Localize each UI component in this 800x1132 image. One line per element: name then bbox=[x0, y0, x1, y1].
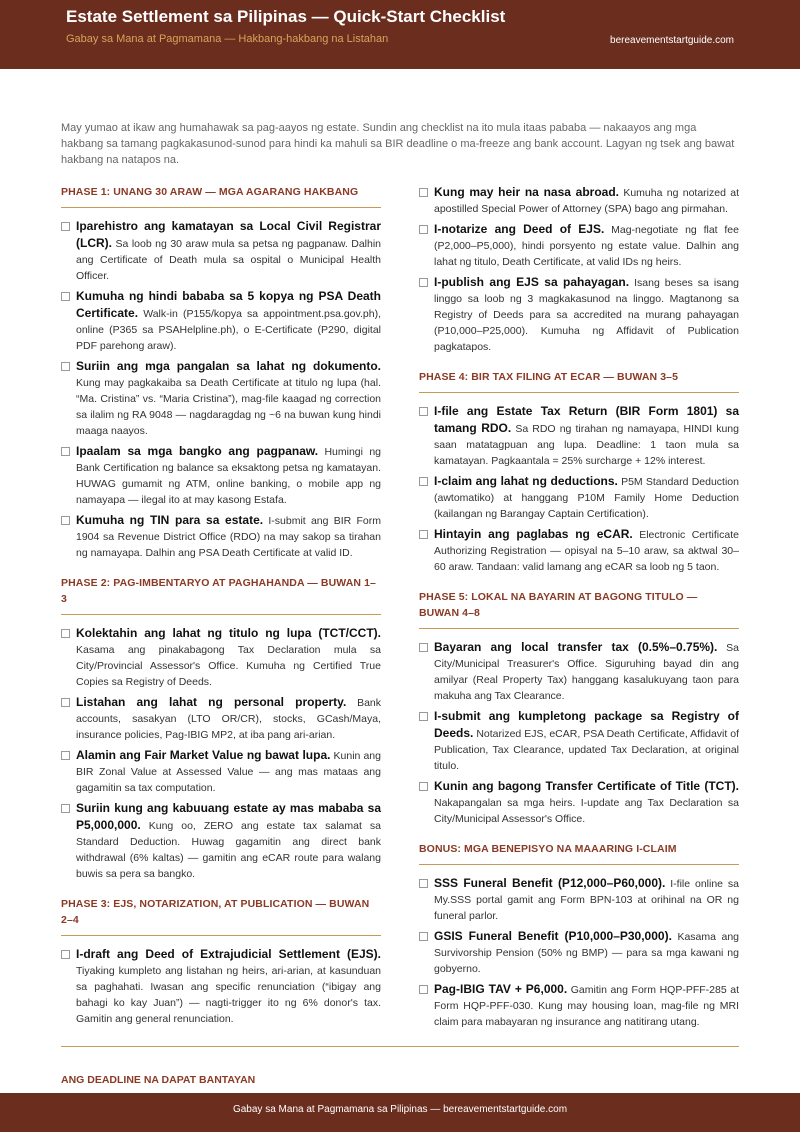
item-title: Pag-IBIG TAV + P6,000. bbox=[434, 982, 568, 996]
item-title: I-file ang Estate Tax Return (BIR Form 1801) sa tamang RDO. bbox=[434, 404, 739, 435]
item-description: Bank accounts, sasakyan (LTO OR/CR), stocks, GCash/Maya, insurance policies, Pag-IBIG MP2, at iba pang ari-arian. bbox=[76, 697, 381, 741]
checkbox[interactable] bbox=[61, 751, 70, 760]
item-description: Isang beses sa isang linggo sa loob ng 3 magkakasunod na linggo. Magtanong sa Registry of Deeds para sa accredited na murang pahayagan (P10,000–P25,000). Kumuha ng Affidavit of Publication pagkatapos. bbox=[434, 277, 740, 353]
phase-heading: PHASE 2: PAG-IMBENTARYO AT PAGHAHANDA — BUWAN 1–3 bbox=[61, 575, 381, 615]
item-title: Kumuha ng hindi bababa sa 5 kopya ng PSA Death Certificate. bbox=[76, 289, 381, 320]
checkbox[interactable] bbox=[61, 447, 70, 456]
checklist-item bbox=[61, 288, 381, 354]
checkbox[interactable] bbox=[419, 985, 428, 994]
item-description: Sa City/Municipal Treasurer's Office. Siguruhing bayad din ang amilyar (Real Property Tax) hanggang kasalukuyang taon para makuha ang Tax Clearance. bbox=[434, 642, 739, 702]
checkbox[interactable] bbox=[61, 362, 70, 371]
phase-heading: PHASE 3: EJS, NOTARIZATION, AT PUBLICATION — BUWAN 2–4 bbox=[61, 896, 381, 936]
item-title: Ipaalam sa mga bangko ang pagpanaw. bbox=[76, 444, 319, 458]
item-title: Alamin ang Fair Market Value ng bawat lupa. bbox=[76, 748, 331, 762]
item-description: Humingi ng Bank Certification ng balance sa eksaktong petsa ng kamatayan. HUWAG gumamit ng ATM, online banking, o mobile app ng namayapa — ilegal ito at may kasong Estafa. bbox=[76, 446, 381, 506]
item-title: Iparehistro ang kamatayan sa Local Civil Registrar (LCR). bbox=[76, 219, 381, 250]
item-description: Tiyaking kumpleto ang listahan ng heirs, ari-arian, at kasunduan sa paghahati. Iwasan ang specific renunciation (“ibigay ang bahagi ko kay Juan”) — nagti-trigger ito ng 6% donor's tax. Gamitin ang general renunciation. bbox=[76, 965, 381, 1025]
item-description: Electronic Certificate Authorizing Registration — opisyal na 5–10 araw, sa aktwal 30–60 araw. Tandaan: valid lamang ang eCAR sa loob ng 5 taon. bbox=[434, 529, 739, 573]
checkbox[interactable] bbox=[419, 225, 428, 234]
checklist-item bbox=[419, 184, 739, 217]
item-title: Suriin ang mga pangalan sa lahat ng dokumento. bbox=[76, 359, 381, 373]
checkbox[interactable] bbox=[61, 698, 70, 707]
phase-heading: BONUS: MGA BENEPISYO NA MAAARING I-CLAIM bbox=[419, 841, 739, 865]
checklist-section bbox=[61, 575, 381, 882]
phase-heading: PHASE 4: BIR TAX FILING AT ECAR — BUWAN 3–5 bbox=[419, 369, 739, 393]
page-title: Estate Settlement sa Pilipinas — Quick-Start Checklist bbox=[66, 7, 506, 26]
checkbox[interactable] bbox=[419, 643, 428, 652]
right-column bbox=[419, 184, 739, 1044]
checklist-item bbox=[419, 526, 739, 575]
checkbox[interactable] bbox=[61, 516, 70, 525]
item-title: I-submit ang kumpletong package sa Registry of Deeds. bbox=[434, 709, 739, 740]
item-title: Kumuha ng TIN para sa estate. bbox=[76, 513, 264, 527]
item-description: Kumuha ng notarized at apostilled Special Power of Attorney (SPA) bago ang pirmahan. bbox=[434, 187, 739, 215]
checklist-item bbox=[61, 443, 381, 508]
item-title: GSIS Funeral Benefit (P10,000–P30,000). bbox=[434, 929, 672, 943]
checklist-item bbox=[419, 639, 739, 704]
item-title: Kolektahin ang lahat ng titulo ng lupa (TCT/CCT). bbox=[76, 626, 381, 640]
checklist-item bbox=[61, 800, 381, 882]
site-url: bereavementstartguide.com bbox=[610, 35, 734, 46]
item-description: Kasama ang pinakabagong Tax Declaration mula sa City/Provincial Assessor's Office. Kumuha ng Certified True Copies sa Registry of Deeds. bbox=[76, 644, 381, 688]
intro-paragraph: May yumao at ikaw ang humahawak sa pag-aayos ng estate. Sundin ang checklist na ito mula itaas pababa — nakaayos ang mga hakbang sa tamang pagkakasunod-sunod para hindi ka mahuli sa BIR deadline o ma-freeze ang bank account. Lagyan ng tsek ang bawat hakbang na natapos na. bbox=[61, 122, 735, 166]
checklist-item bbox=[61, 694, 381, 743]
item-title: SSS Funeral Benefit (P12,000–P60,000). bbox=[434, 876, 666, 890]
checkbox[interactable] bbox=[61, 629, 70, 638]
item-title: Listahan ang lahat ng personal property. bbox=[76, 695, 347, 709]
item-title: Kunin ang bagong Transfer Certificate of Title (TCT). bbox=[434, 779, 739, 793]
phase-heading: PHASE 5: LOKAL NA BAYARIN AT BAGONG TITULO — BUWAN 4–8 bbox=[419, 589, 739, 629]
item-description: Sa RDO ng tirahan ng namayapa, HINDI kung saan matatagpuan ang lupa. Deadline: 1 taon mula sa kamatayan. Pagkaantala = 25% surcharge + 12% interest. bbox=[434, 423, 739, 467]
page-footer bbox=[0, 1093, 800, 1132]
checklist-item bbox=[419, 708, 739, 774]
item-title: I-notarize ang Deed of EJS. bbox=[434, 222, 605, 236]
item-description: Kung may pagkakaiba sa Death Certificate at titulo ng lupa (hal. “Ma. Cristina” vs. “Maria Cristina”), mag-file kaagad ng correction sa ilalim ng RA 9048 — nagdaragdag ng ~6 na buwan kung hindi maaga naayos. bbox=[76, 377, 381, 437]
checklist-section bbox=[419, 841, 739, 1030]
deadline-heading: ANG DEADLINE NA DAPAT BANTAYAN bbox=[61, 1074, 256, 1086]
page-subtitle: Gabay sa Mana at Pagmamana — Hakbang-hakbang na Listahan bbox=[66, 33, 389, 45]
checkbox[interactable] bbox=[61, 804, 70, 813]
checklist-section bbox=[61, 184, 381, 561]
checklist-item bbox=[419, 221, 739, 270]
item-description: Kasama ang Survivorship Pension (50% ng BMP) — para sa mga kawani ng gobyerno. bbox=[434, 931, 739, 975]
item-title: Suriin kung ang kabuuang estate ay mas mababa sa P5,000,000. bbox=[76, 801, 381, 832]
item-description: Mag-negotiate ng flat fee (P2,000–P5,000), hindi porsyento ng estate value. Dalhin ang lahat ng titulo, Death Certificate, at valid IDs ng heirs. bbox=[434, 224, 739, 268]
footer-text: Gabay sa Mana at Pagmamana sa Pilipinas — bereavementstartguide.com bbox=[232, 1104, 568, 1115]
checkbox[interactable] bbox=[419, 932, 428, 941]
checklist-item bbox=[419, 928, 739, 977]
divider bbox=[61, 1046, 739, 1047]
checklist-item bbox=[61, 512, 381, 561]
item-description: Kunin ang BIR Zonal Value at Assessed Value — ang mas mataas ang gagamitin sa tax computation. bbox=[76, 750, 381, 794]
item-description: P5M Standard Deduction (awtomatiko) at hanggang P10M Family Home Deduction (kailangan ng Barangay Captain Certification). bbox=[434, 476, 739, 520]
item-description: Sa loob ng 30 araw mula sa petsa ng pagpanaw. Dalhin ang Certificate of Death mula sa ospital o Municipal Health Officer. bbox=[76, 238, 382, 282]
item-title: Kung may heir na nasa abroad. bbox=[434, 185, 620, 199]
phase-heading: PHASE 1: UNANG 30 ARAW — MGA AGARANG HAKBANG bbox=[61, 184, 381, 208]
checklist-item bbox=[419, 274, 739, 355]
checklist-section bbox=[419, 184, 739, 355]
checklist-item bbox=[419, 403, 739, 469]
checklist-section bbox=[419, 369, 739, 575]
item-description: I-submit ang BIR Form 1904 sa Revenue District Office (RDO) na may sakop sa tirahan ng namayapa. Dalhin ang PSA Death Certificate at valid ID. bbox=[76, 515, 381, 559]
checkbox[interactable] bbox=[419, 188, 428, 197]
checklist-section bbox=[61, 896, 381, 1027]
checkbox[interactable] bbox=[61, 950, 70, 959]
item-description: Walk-in (P155/kopya sa appointment.psa.gov.ph), online (P365 sa PSAHelpline.ph), o E-Certificate (P290, digital PDF parehong araw). bbox=[76, 308, 382, 352]
left-column bbox=[61, 184, 381, 1041]
checkbox[interactable] bbox=[61, 292, 70, 301]
item-description: Gamitin ang Form HQP-PFF-285 at Form HQP-PFF-030. Kung may housing loan, mag-file ng MRI claim para mabayaran ng insurance ang natitirang utang. bbox=[434, 984, 739, 1028]
checkbox[interactable] bbox=[419, 477, 428, 486]
checkbox[interactable] bbox=[419, 782, 428, 791]
checklist-item bbox=[61, 625, 381, 690]
checkbox[interactable] bbox=[419, 407, 428, 416]
checklist-item bbox=[419, 778, 739, 827]
item-title: I-draft ang Deed of Extrajudicial Settlement (EJS). bbox=[76, 947, 381, 961]
checklist-item bbox=[419, 981, 739, 1030]
item-description: Nakapangalan sa mga heirs. I-update ang Tax Declaration sa City/Municipal Assessor's Office. bbox=[434, 797, 739, 825]
checkbox[interactable] bbox=[419, 530, 428, 539]
checklist-item bbox=[419, 875, 739, 924]
checklist-item bbox=[61, 747, 381, 796]
checkbox[interactable] bbox=[419, 278, 428, 287]
item-title: I-publish ang EJS sa pahayagan. bbox=[434, 275, 630, 289]
checklist-item bbox=[61, 946, 381, 1027]
item-title: Bayaran ang local transfer tax (0.5%–0.75%). bbox=[434, 640, 718, 654]
checkbox[interactable] bbox=[419, 879, 428, 888]
item-title: Hintayin ang paglabas ng eCAR. bbox=[434, 527, 633, 541]
item-description: I-file online sa My.SSS portal gamit ang Form BPN-103 at orihinal na OR ng funeral parlor. bbox=[434, 878, 739, 922]
item-description: Notarized EJS, eCAR, PSA Death Certificate, Affidavit of Publication, Tax Clearance, updated Tax Declaration, at original titulo. bbox=[434, 728, 739, 772]
item-title: I-claim ang lahat ng deductions. bbox=[434, 474, 618, 488]
checklist-section bbox=[419, 589, 739, 827]
item-description: Kung oo, ZERO ang estate tax salamat sa Standard Deduction. Huwag gagamitin ang direct bank withdrawal (6% kaltas) — gamitin ang eCAR route para walang buwis sa pera sa bangko. bbox=[76, 820, 381, 880]
checklist-item bbox=[61, 358, 381, 439]
checklist-item bbox=[61, 218, 381, 284]
checkbox[interactable] bbox=[419, 712, 428, 721]
page-header bbox=[0, 0, 800, 69]
checkbox[interactable] bbox=[61, 222, 70, 231]
checklist-item bbox=[419, 473, 739, 522]
